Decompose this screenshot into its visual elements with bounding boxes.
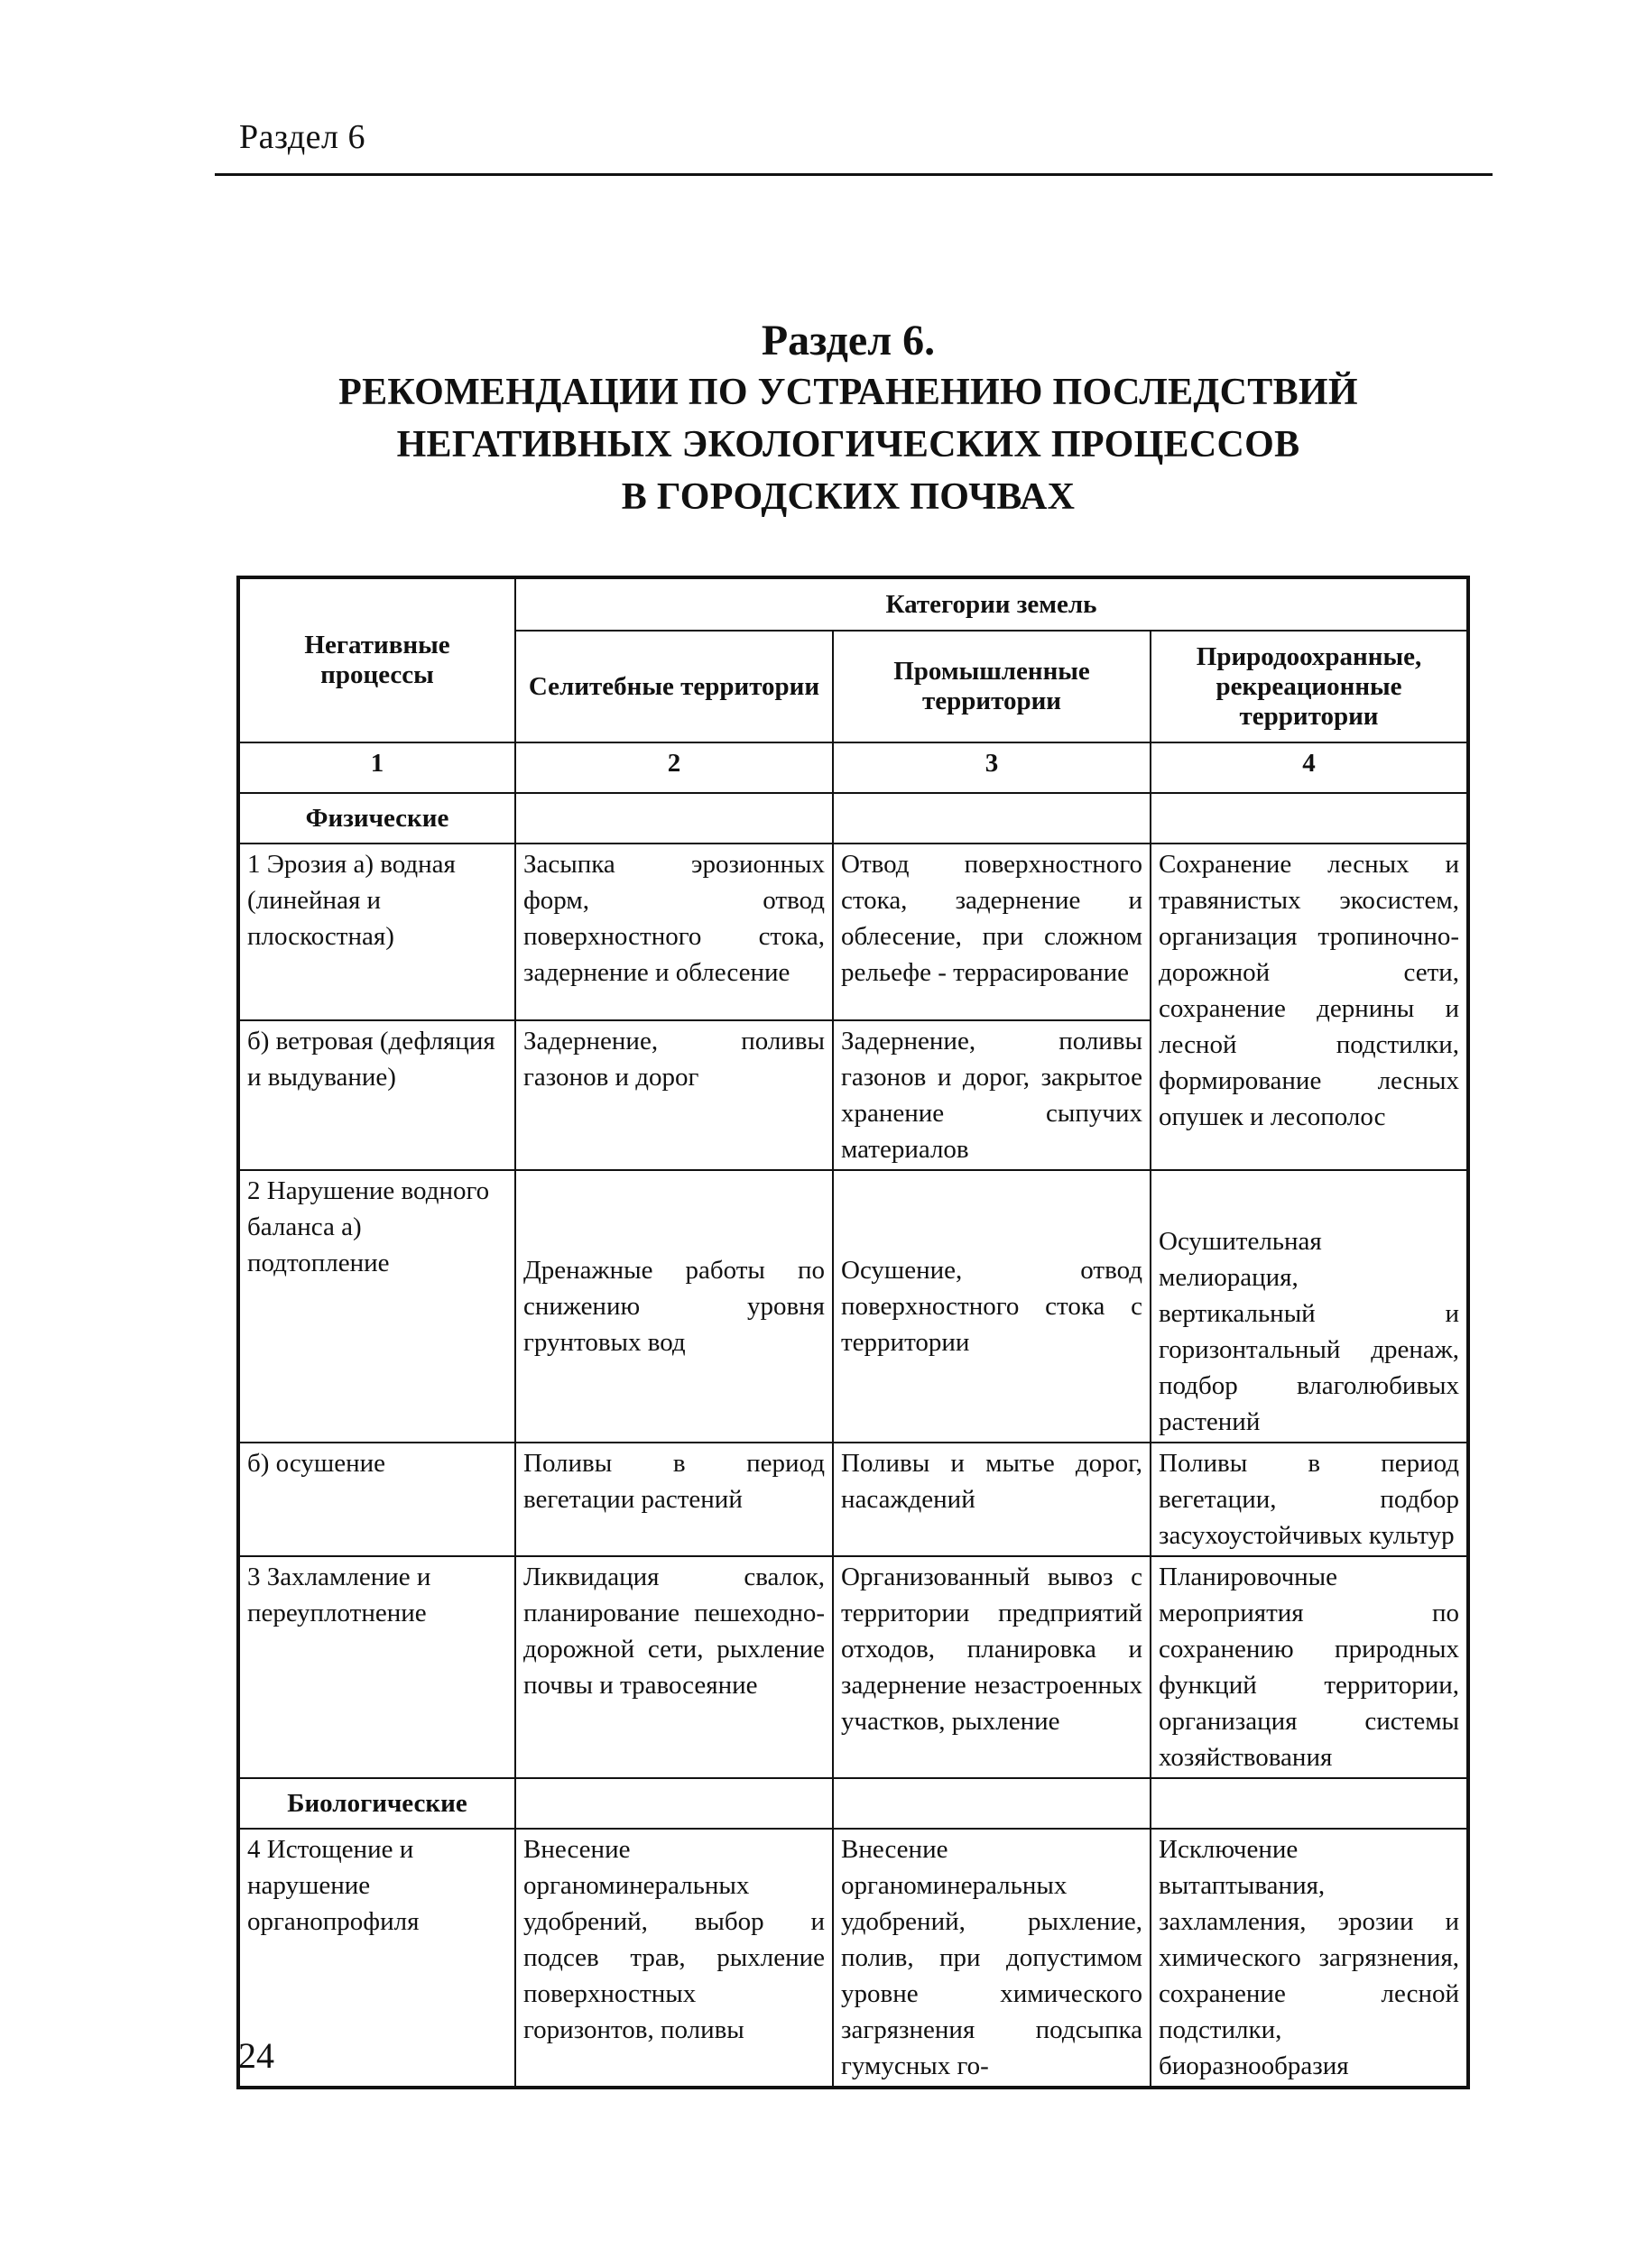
residential-cell: Дренажные работы по снижению уровня грунтовых вод: [515, 1170, 833, 1443]
column-number: 2: [515, 742, 833, 793]
process-cell: 1 Эрозия а) водная (линейная и плоскостная): [238, 844, 515, 1020]
table-row-depletion: [238, 1829, 1468, 2088]
recommendations-table: [236, 576, 1470, 2089]
group-label-biological: Биологические: [238, 1778, 515, 1829]
header-industrial: Промышленные территории: [833, 631, 1151, 742]
industrial-cell: Внесение органоминеральных удобрений, рыхление, полив, при допустимом уровне химического загрязнения подсыпка гумусных го-: [833, 1829, 1151, 2088]
table-header-row: [238, 577, 1468, 631]
residential-cell: Задернение, поливы газонов и дорог: [515, 1020, 833, 1170]
header-land-categories: Категории земель: [515, 577, 1468, 631]
section-title: [217, 316, 1480, 523]
group-label-physical: Физические: [238, 793, 515, 844]
column-number: 4: [1151, 742, 1468, 793]
running-head: Раздел 6: [239, 118, 365, 156]
industrial-cell: Отвод поверхностного стока, задернение и облесение, при сложном рельефе - террасирование: [833, 844, 1151, 1020]
protected-cell-erosion: Сохранение лесных и травянистых экосистем, организация тропиночно-дорожной сети, сохранение дернины и лесной подстилки, формирование лесных опушек и лесополос: [1151, 844, 1468, 1170]
residential-cell: Поливы в период вегетации растений: [515, 1443, 833, 1556]
column-number: 1: [238, 742, 515, 793]
residential-cell: Засыпка эрозионных форм, отвод поверхностного стока, задернение и облесение: [515, 844, 833, 1020]
process-cell: 2 Нарушение водного баланса а) подтопление: [238, 1170, 515, 1443]
section-heading-line-1: РЕКОМЕНДАЦИИ ПО УСТРАНЕНИЮ ПОСЛЕДСТВИЙ: [338, 372, 1358, 413]
table-row-littering: [238, 1556, 1468, 1778]
industrial-cell: Организованный вывоз с территории предприятий отходов, планировка и задернение незастроенных участков, рыхление: [833, 1556, 1151, 1778]
table-row-flooding: [238, 1170, 1468, 1443]
header-residential: Селитебные территории: [515, 631, 833, 742]
group-row-physical: [238, 793, 1468, 844]
process-cell: 3 Захламление и переуплотнение: [238, 1556, 515, 1778]
header-protected: Природоохранные, рекреационные территории: [1151, 631, 1468, 742]
header-negative-processes: Негативные процессы: [238, 577, 515, 742]
page-number: 24: [238, 2035, 274, 2076]
industrial-cell: Задернение, поливы газонов и дорог, закрытое хранение сыпучих материалов: [833, 1020, 1151, 1170]
protected-cell: Исключение вытаптывания, захламления, эрозии и химического загрязнения, сохранение лесной подстилки, биоразнообразия: [1151, 1829, 1468, 2088]
process-cell: б) ветровая (дефляция и выдувание): [238, 1020, 515, 1170]
section-heading-line-2: НЕГАТИВНЫХ ЭКОЛОГИЧЕСКИХ ПРОЦЕССОВ: [396, 424, 1300, 466]
protected-cell: Планировочные мероприятия по сохранению природных функций территории, организация системы хозяйствования: [1151, 1556, 1468, 1778]
industrial-cell: Осушение, отвод поверхностного стока с территории: [833, 1170, 1151, 1443]
column-number-row: [238, 742, 1468, 793]
section-number: Раздел 6.: [761, 317, 936, 364]
process-cell: 4 Истощение и нарушение органопрофиля: [238, 1829, 515, 2088]
protected-cell: Осушительная мелиорация, вертикальный и горизонтальный дренаж, подбор влаголюбивых растений: [1151, 1170, 1468, 1443]
industrial-cell: Поливы и мытье дорог, насаждений: [833, 1443, 1151, 1556]
table-row-erosion-water: [238, 844, 1468, 1020]
residential-cell: Ликвидация свалок, планирование пешеходно-дорожной сети, рыхление почвы и травосеяние: [515, 1556, 833, 1778]
section-heading-line-3: В ГОРОДСКИХ ПОЧВАХ: [621, 476, 1076, 518]
header-rule: [215, 173, 1493, 176]
protected-cell: Поливы в период вегетации, подбор засухоустойчивых культур: [1151, 1443, 1468, 1556]
process-cell: б) осушение: [238, 1443, 515, 1556]
group-row-biological: [238, 1778, 1468, 1829]
table-row-drying: [238, 1443, 1468, 1556]
column-number: 3: [833, 742, 1151, 793]
residential-cell: Внесение органоминеральных удобрений, выбор и подсев трав, рыхление поверхностных горизонтов, поливы: [515, 1829, 833, 2088]
